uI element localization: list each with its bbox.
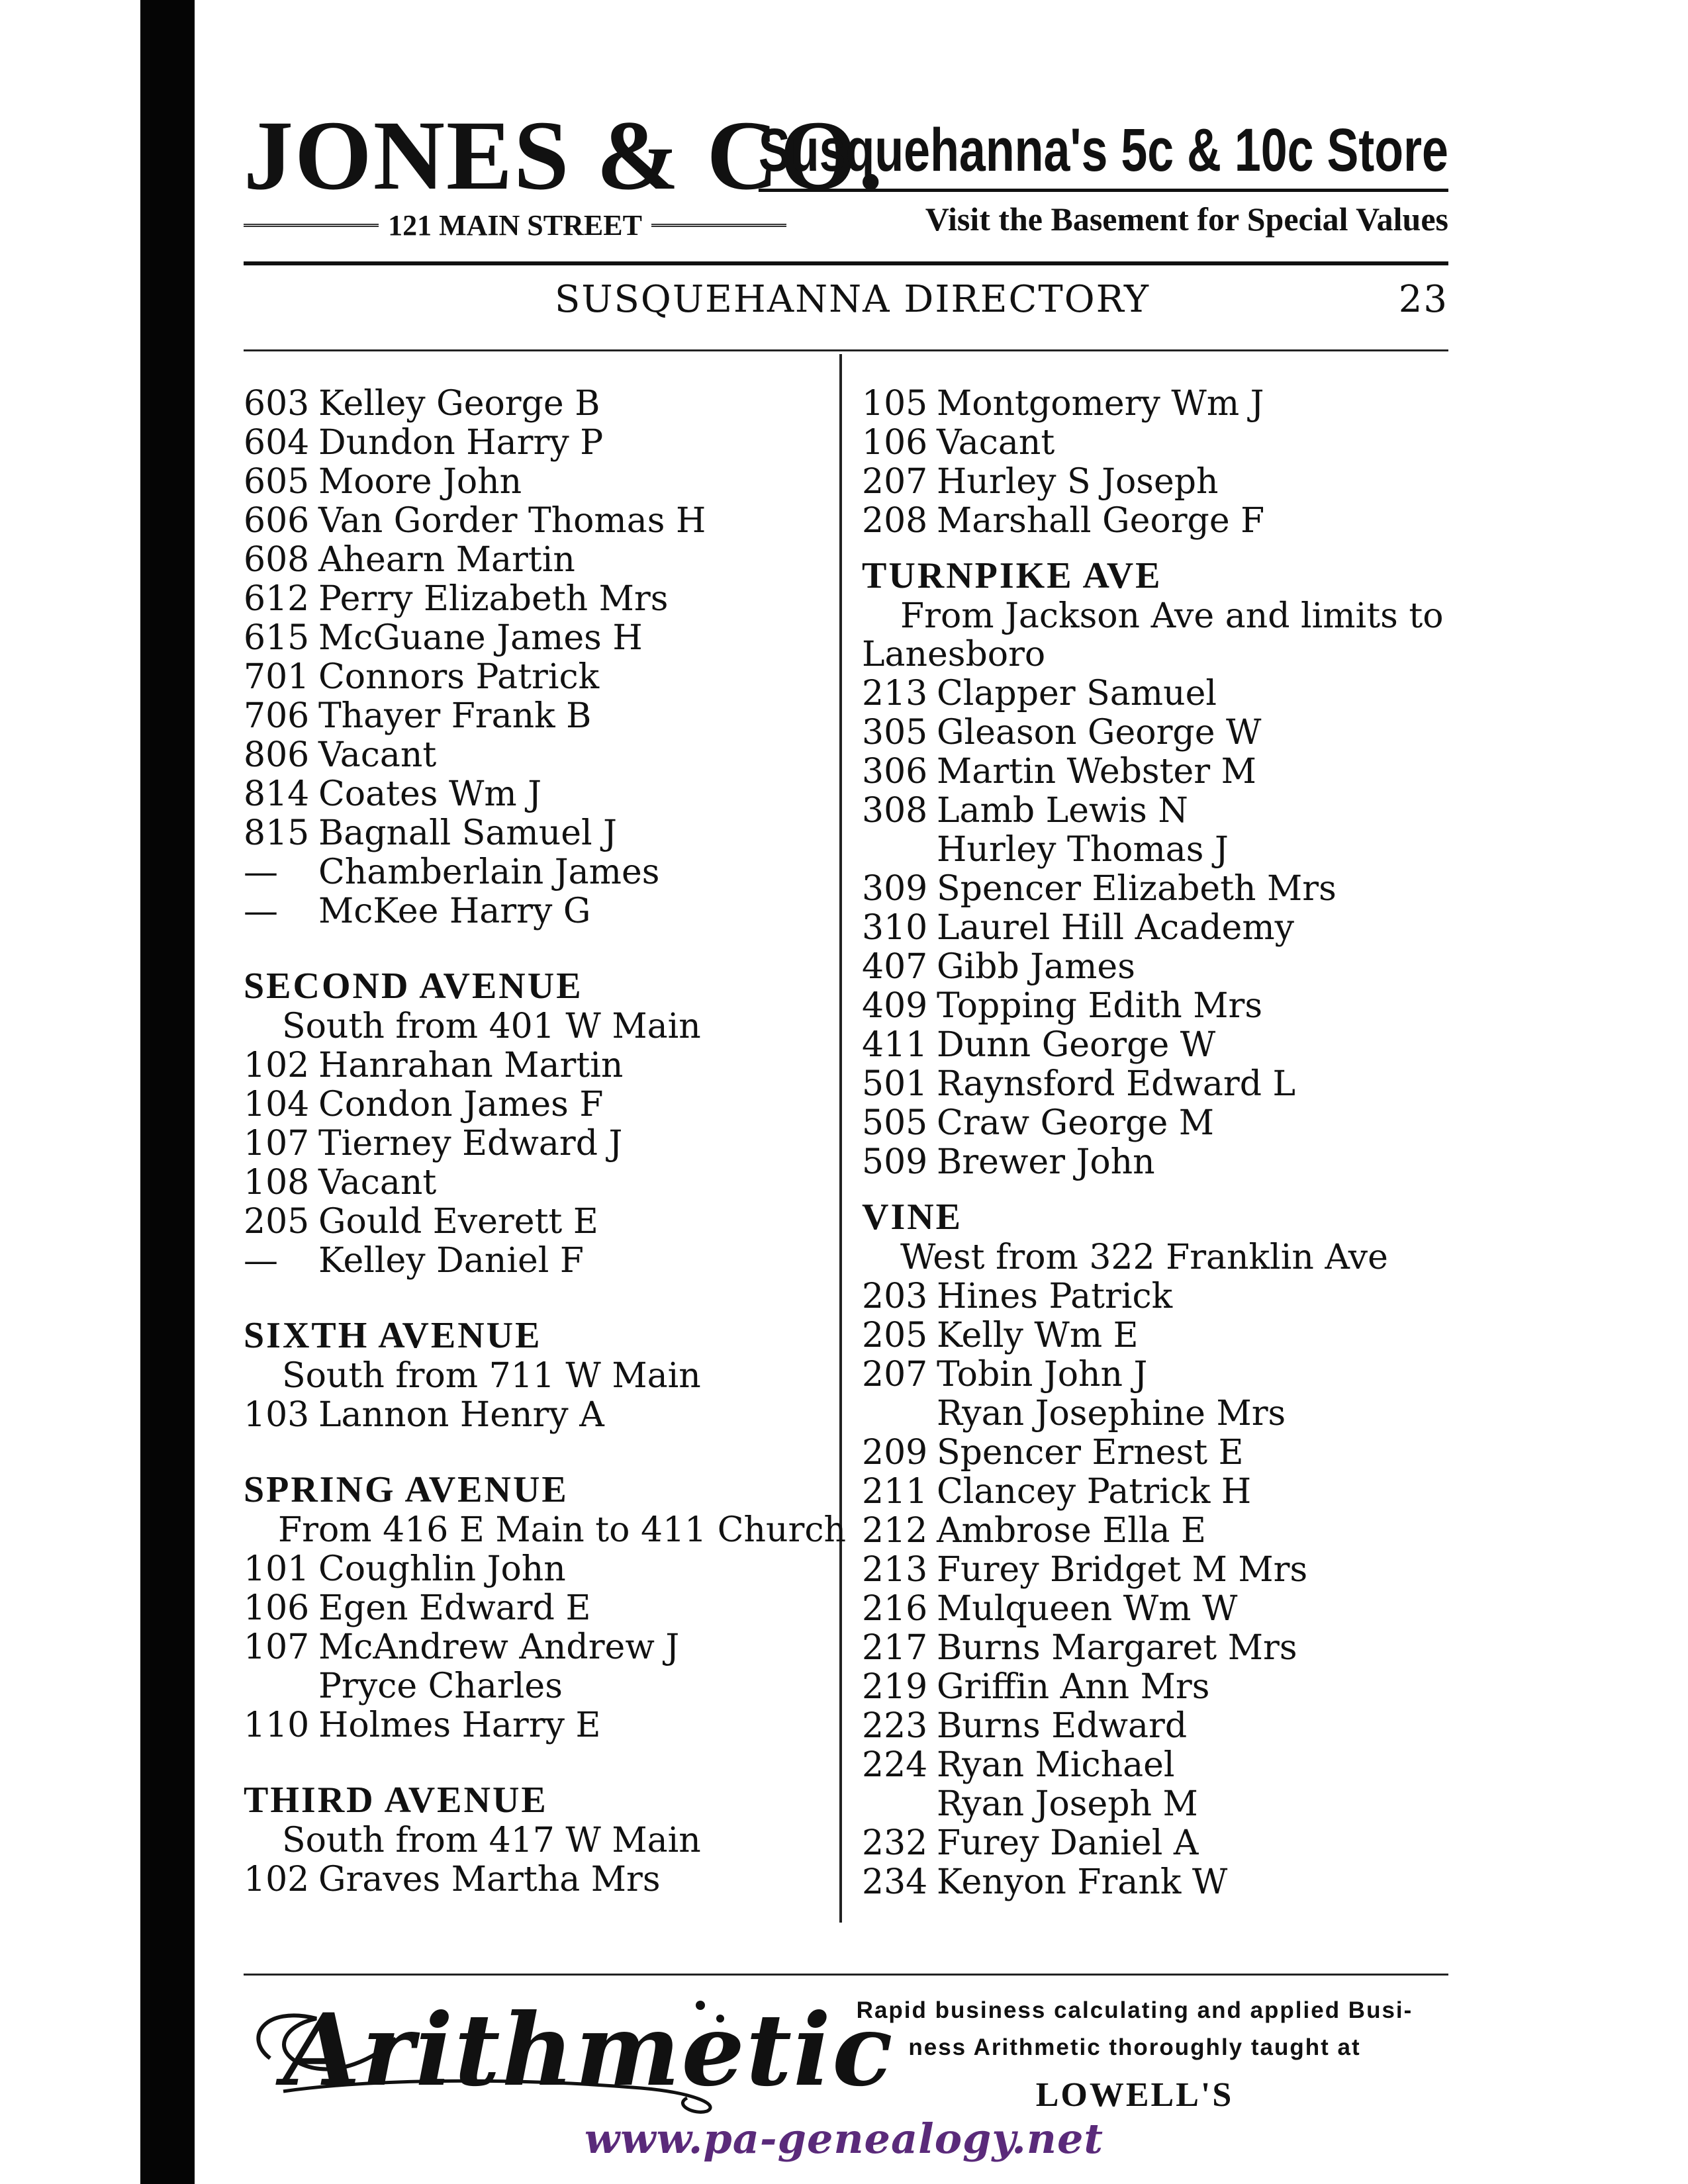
list-item: 104 Condon James F	[244, 1084, 604, 1124]
list-item: 224 Ryan Michael	[862, 1745, 1175, 1785]
right-column	[862, 384, 1458, 1901]
ad-tagline: Visit the Basement for Special Values	[925, 201, 1448, 238]
list-item: 103 Lannon Henry A	[244, 1394, 604, 1435]
list-item: 232 Furey Daniel A	[862, 1823, 1199, 1863]
list-item: 207 Hurley S Joseph	[862, 461, 1219, 502]
list-item: 615 McGuane James H	[244, 617, 643, 658]
street-heading-second-avenue: SECOND AVENUE	[244, 966, 583, 1007]
left-column	[244, 383, 846, 1899]
list-item: — Chamberlain James	[244, 852, 660, 892]
list-item: 211 Clancey Patrick H	[862, 1471, 1252, 1512]
list-item: Pryce Charles	[318, 1666, 563, 1706]
street-heading-sixth-avenue: SIXTH AVENUE	[244, 1315, 542, 1356]
street-description: From 416 E Main to 411 Church	[278, 1510, 846, 1550]
list-item: 106 Egen Edward E	[244, 1588, 591, 1628]
ad-store-name: Susquehanna's 5c & 10c Store	[759, 113, 1448, 192]
header-advertisement	[244, 99, 1448, 271]
street-heading-spring-avenue: SPRING AVENUE	[244, 1469, 569, 1510]
list-item: 706 Thayer Frank B	[244, 696, 592, 736]
list-item: 501 Raynsford Edward L	[862, 1064, 1296, 1104]
list-item: 234 Kenyon Frank W	[862, 1862, 1228, 1902]
running-head	[244, 278, 1448, 331]
list-item: Hurley Thomas J	[937, 829, 1229, 870]
list-item: 701 Connors Patrick	[244, 657, 600, 697]
list-item: Ryan Josephine Mrs	[937, 1393, 1286, 1433]
directory-title: SUSQUEHANNA DIRECTORY	[555, 278, 1150, 321]
list-item: 219 Griffin Ann Mrs	[862, 1666, 1210, 1707]
list-item: 309 Spencer Elizabeth Mrs	[862, 868, 1336, 909]
list-item: 107 Tierney Edward J	[244, 1123, 623, 1163]
page-binding-edge	[140, 0, 195, 2184]
list-item: 106 Vacant	[862, 422, 1055, 463]
list-item: 102 Hanrahan Martin	[244, 1045, 624, 1085]
street-heading-third-avenue: THIRD AVENUE	[244, 1780, 548, 1821]
list-item: 306 Martin Webster M	[862, 751, 1256, 792]
list-item: 209 Spencer Ernest E	[862, 1432, 1244, 1473]
ad-brand: LOWELL'S	[1035, 2076, 1234, 2114]
arithmetic-logo	[244, 1979, 894, 2118]
list-item: 212 Ambrose Ella E	[862, 1510, 1207, 1551]
list-item: — McKee Harry G	[244, 891, 591, 931]
list-item: 407 Gibb James	[862, 946, 1135, 987]
list-item: 814 Coates Wm J	[244, 774, 542, 814]
street-description: South from 711 W Main	[282, 1356, 701, 1396]
arithmetic-script: Arithmetic	[283, 1992, 894, 2109]
list-item: 509 Brewer John	[862, 1142, 1155, 1182]
running-head-rule	[244, 349, 1448, 351]
street-description: South from 417 W Main	[282, 1821, 701, 1860]
street-description: South from 401 W Main	[282, 1007, 701, 1046]
list-item: 107 McAndrew Andrew J	[244, 1627, 680, 1667]
list-item: 102 Graves Martha Mrs	[244, 1859, 661, 1899]
list-item: 110 Holmes Harry E	[244, 1705, 601, 1745]
street-heading-vine: VINE	[862, 1197, 963, 1238]
ad-rule-left	[244, 224, 379, 227]
list-item: 217 Burns Margaret Mrs	[862, 1627, 1297, 1668]
street-heading-turnpike-ave: TURNPIKE AVE	[862, 555, 1162, 596]
list-item: 208 Marshall George F	[862, 500, 1265, 541]
list-item: 806 Vacant	[244, 735, 437, 775]
list-item: 603 Kelley George B	[244, 383, 600, 424]
list-item: 216 Mulqueen Wm W	[862, 1588, 1238, 1629]
ad-address: 121 MAIN STREET	[388, 208, 642, 242]
ad-company-name: JONES & CO.	[244, 101, 884, 210]
list-item: 108 Vacant	[244, 1162, 437, 1203]
list-item: 310 Laurel Hill Academy	[862, 907, 1295, 948]
list-item: Ryan Joseph M	[937, 1784, 1198, 1824]
header-rule	[244, 261, 1448, 265]
footer-rule	[244, 1974, 1448, 1976]
ad-rule-right	[651, 224, 786, 227]
list-item: — Kelley Daniel F	[244, 1240, 584, 1281]
list-item: 608 Ahearn Martin	[244, 539, 575, 580]
page-number: 23	[1398, 278, 1448, 321]
street-description: West from 322 Franklin Ave	[900, 1238, 1388, 1277]
list-item: 223 Burns Edward	[862, 1706, 1188, 1746]
list-item: 605 Moore John	[244, 461, 522, 502]
list-item: 205 Kelly Wm E	[862, 1315, 1139, 1355]
ad-line: ness Arithmetic thoroughly taught at	[908, 2034, 1361, 2060]
list-item: 213 Clapper Samuel	[862, 673, 1217, 713]
list-item: 815 Bagnall Samuel J	[244, 813, 617, 853]
list-item: 612 Perry Elizabeth Mrs	[244, 578, 669, 619]
list-item: 207 Tobin John J	[862, 1354, 1148, 1394]
list-item: 505 Craw George M	[862, 1103, 1214, 1143]
street-description: From Jackson Ave and limits to Lanesboro	[862, 596, 1444, 674]
continued-street-entries	[244, 384, 839, 931]
list-item: 213 Furey Bridget M Mrs	[862, 1549, 1308, 1590]
ad-line: Rapid business calculating and applied Busi-	[856, 1997, 1413, 2023]
list-item: 411 Dunn George W	[862, 1024, 1216, 1065]
list-item: 409 Topping Edith Mrs	[862, 985, 1263, 1026]
list-item: 101 Coughlin John	[244, 1549, 566, 1589]
lowell-advertisement	[821, 1992, 1448, 2115]
list-item: 205 Gould Everett E	[244, 1201, 598, 1242]
ad-address-row	[244, 205, 786, 245]
list-item: 308 Lamb Lewis N	[862, 790, 1188, 831]
column-divider	[839, 354, 842, 1923]
list-item: 203 Hines Patrick	[862, 1276, 1173, 1316]
list-item: 305 Gleason George W	[862, 712, 1262, 752]
list-item: 604 Dundon Harry P	[244, 422, 604, 463]
list-item: 606 Van Gorder Thomas H	[244, 500, 706, 541]
list-item: 105 Montgomery Wm J	[862, 383, 1264, 424]
watermark-url: www.pa-genealogy.net	[584, 2115, 1104, 2163]
